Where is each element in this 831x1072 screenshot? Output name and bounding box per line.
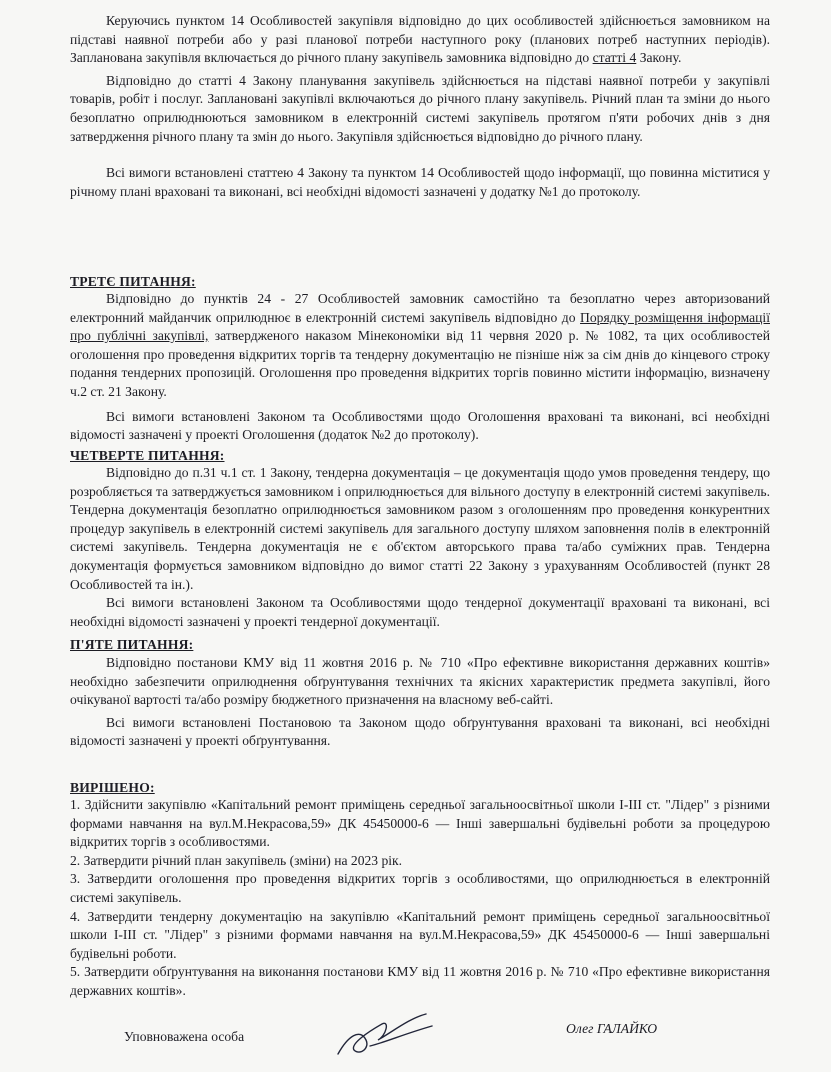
decided-heading: ВИРІШЕНО: <box>70 780 155 795</box>
q4-heading: ЧЕТВЕРТЕ ПИТАННЯ: <box>70 448 225 463</box>
q4-paragraph-2: Всі вимоги встановлені Законом та Особливостями щодо тендерної документації враховані та виконані, всі необхідні відомості зазначені у проекті тендерної документації. <box>70 595 770 629</box>
intro-paragraph-2: Відповідно до статті 4 Закону планування закупівель здійснюється на підставі наявної потреби у закупівлі товарів, робіт і послуг. Заплановані закупівлі включаються до річного плану закупівель. Річний план та зміни до нього безоплатно оприлюднюються замовником в електронній системі закупівель протягом п'яти робочих днів з дня затвердження річного плану та змін до нього. Закупівля здійснюється відповідно до річного плану. <box>70 72 770 144</box>
q4-section <box>70 464 770 631</box>
q5-paragraph-2: Всі вимоги встановлені Постановою та Законом щодо обґрунтування враховані та виконані, всі необхідні відомості зазначені у проекті обґрунтування. <box>70 714 770 749</box>
q3-paragraph-1: Відповідно до пунктів 24 - 27 Особливостей замовник самостійно та безоплатно через авторизований електронний майданчик оприлюднює в електронній системі закупівель відповідно до Порядку розміщення інформації про публічні закупівлі, затвердженого наказом Мінекономіки від 11 червня 2020 р. № 1082, та цих особливостей оголошення про проведення відкритих торгів та тендерну документацію не пізніше ніж за сім днів до кінцевого строку подання тендерних пропозицій. Оголошення про проведення відкритих торгів повинно містити інформацію, визначену ч.2 ст. 21 Закону. <box>70 291 770 399</box>
authorized-person-label: Уповноважена особа <box>124 1029 245 1044</box>
procedure-order-link: Порядку розміщення інформації про публічні закупівлі, <box>70 309 770 344</box>
q3-section <box>70 290 770 445</box>
decided-item-5: 5. Затвердити обґрунтування на виконання постанови КМУ від 11 жовтня 2016 р. № 710 «Про ефективне використання державних коштів». <box>70 964 770 998</box>
decided-list <box>70 796 770 1001</box>
q5-paragraph-1: Відповідно постанови КМУ від 11 жовтня 2016 р. № 710 «Про ефективне використання державних коштів» необхідно забезпечити оприлюднення обґрунтування технічних та якісних характеристик предмета закупівлі, його очікуваної вартості та/або розміру бюджетного призначення на власному веб-сайті. <box>70 655 770 708</box>
q5-section <box>70 654 770 751</box>
q5-heading: П'ЯТЕ ПИТАННЯ: <box>70 637 194 652</box>
handwritten-signature <box>330 1006 440 1066</box>
article-4-link: статті 4 <box>592 50 637 66</box>
q4-paragraph-1: Відповідно до п.31 ч.1 ст. 1 Закону, тендерна документація – це документація щодо умов проведення тендеру, що розробляється та затверджується замовником і оприлюднюється для вільного доступу в електронній системі закупівель. Тендерна документація безоплатно оприлюднюється замовником разом з оголошенням про проведення конкурентних процедур закупівель в електронній системі закупівель для загального доступу шляхом заповнення полів в електронній системі закупівель. Тендерна документація не є об'єктом авторського права та/або суміжних прав. Тендерна документація формується замовником відповідно до вимог статті 22 Закону з урахуванням Особливостей (пункт 28 Особливостей та ін.). <box>70 465 770 592</box>
decided-item-1: 1. Здійснити закупівлю «Капітальний ремонт приміщень середньої загальноосвітньої школи І-ІІІ ст. "Лідер" з різними формами навчання на вул.М.Некрасова,59» ДК 45450000-6 — Інші завершальні будівельні роботи за процедурою відкритих торгів з особливостями. <box>70 797 770 850</box>
decided-item-4: 4. Затвердити тендерну документацію на закупівлю «Капітальний ремонт приміщень середньої загальноосвітньої школи І-ІІІ ст. "Лідер" з різними формами навчання на вул.М.Некрасова,59» ДК 45450000-6 — Інші завершальні будівельні роботи. <box>70 908 770 961</box>
q3-paragraph-2: Всі вимоги встановлені Законом та Особливостями щодо Оголошення враховані та виконані, всі необхідні відомості зазначені у проекті Оголошення (додаток №2 до протоколу). <box>70 408 770 443</box>
intro-paragraph-1: Керуючись пунктом 14 Особливостей закупівля відповідно до цих особливостей здійснюється замовником на підставі наявної потреби або у разі планової потреби наступного року (планових потреб наступних періодів). Запланована закупівля включається до річного плану закупівель замовника відповідно до статті 4 Закону. <box>70 13 770 66</box>
signatory-name: Олег ГАЛАЙКО <box>566 1021 658 1036</box>
decided-item-2: 2. Затвердити річний план закупівель (зміни) на 2023 рік. <box>70 852 403 868</box>
intro-section <box>70 12 770 201</box>
decided-item-3: 3. Затвердити оголошення про проведення відкритих торгів з особливостями, що оприлюднюється в електронній системі закупівель. <box>70 871 770 905</box>
q3-heading: ТРЕТЄ ПИТАННЯ: <box>70 274 196 289</box>
intro-paragraph-3: Всі вимоги встановлені статтею 4 Закону та пунктом 14 Особливостей щодо інформації, що повинна міститися у річному плані враховані та виконані, всі необхідні відомості зазначені у додатку №1 до протоколу. <box>70 165 770 199</box>
